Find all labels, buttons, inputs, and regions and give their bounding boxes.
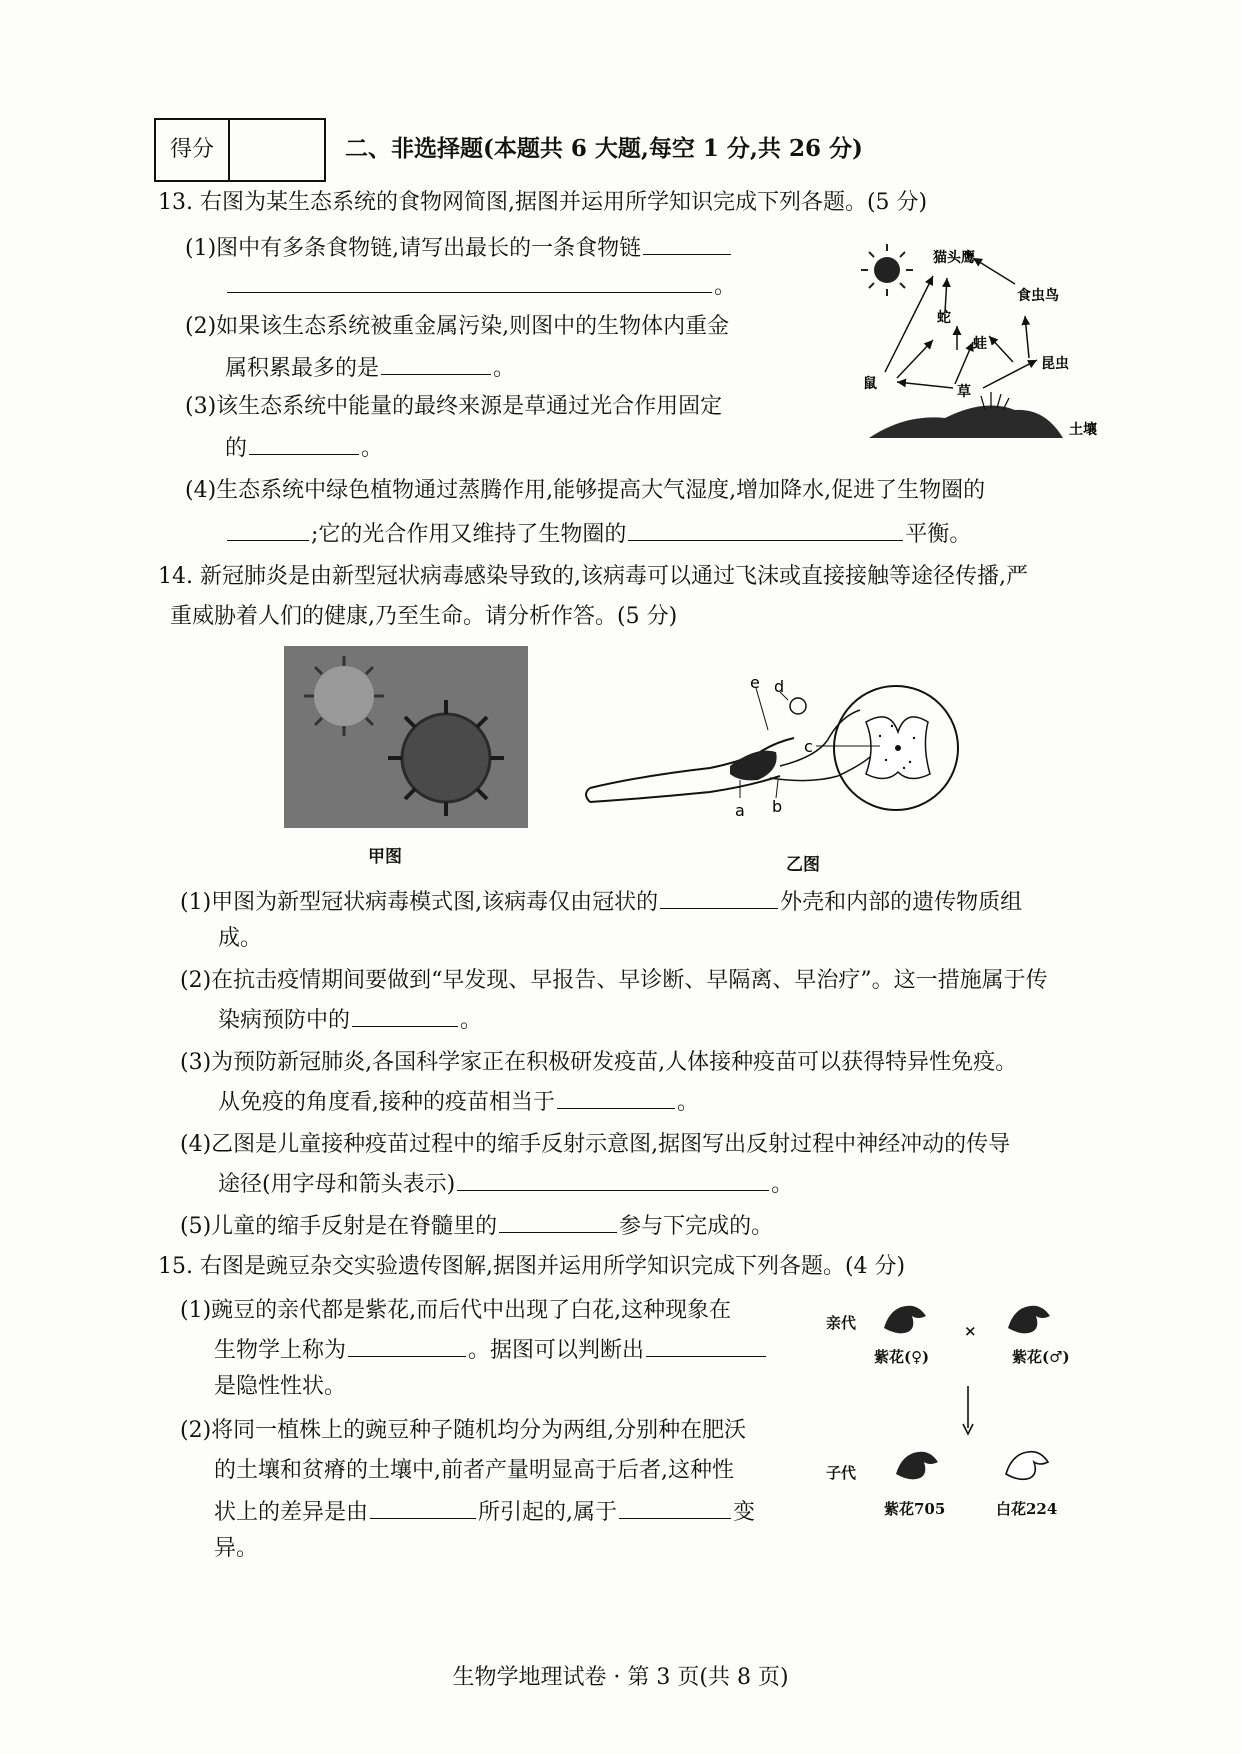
answer-blank[interactable] — [628, 518, 903, 541]
answer-blank[interactable] — [381, 352, 491, 375]
q13-part2b — [225, 352, 515, 384]
q14-part5-end: 参与下完成的。 — [619, 1214, 774, 1239]
answer-blank[interactable] — [457, 1168, 769, 1191]
score-label: 得分 — [156, 120, 230, 180]
owl-label: 猫头鹰 — [933, 250, 975, 266]
q13-part1 — [185, 232, 733, 264]
q14-part1a — [180, 886, 1022, 918]
q13-stem: 13. 右图为某生态系统的食物网简图,据图并运用所学知识完成下列各题。(5 分) — [158, 190, 928, 215]
cross-symbol: × — [964, 1322, 977, 1340]
q14-stem-b: 重威胁着人们的健康,乃至生命。请分析作答。(5 分) — [170, 604, 678, 629]
q14-part2a: (2)在抗击疫情期间要做到“早发现、早报告、早诊断、早隔离、早治疗”。这一措施属于传 — [180, 968, 1048, 993]
insect-label: 昆虫 — [1041, 356, 1069, 372]
q13-part3-end: 。 — [361, 436, 384, 461]
snake-label: 蛇 — [937, 310, 951, 326]
q14-part2b-text: 染病预防中的 — [218, 1008, 351, 1033]
virus-particle-icon — [388, 700, 504, 816]
page-footer: 生物学地理试卷 · 第 3 页(共 8 页) — [452, 1665, 789, 1690]
arm-outline — [586, 738, 794, 802]
fig-b-caption: 乙图 — [786, 855, 820, 875]
answer-blank[interactable] — [619, 1496, 731, 1519]
parent-male-label: 紫花(♂) — [1012, 1348, 1070, 1366]
answer-blank[interactable] — [227, 270, 712, 293]
purple-flower-icon — [878, 1298, 934, 1338]
q14-part3b-text: 从免疫的角度看,接种的疫苗相当于 — [218, 1090, 555, 1115]
grass-label: 草 — [957, 384, 971, 400]
q14-part4a: (4)乙图是儿童接种疫苗过程中的缩手反射示意图,据图写出反射过程中神经冲动的传导 — [180, 1132, 1011, 1157]
q15-part1b-text: 生物学上称为 — [214, 1338, 347, 1363]
q14-part5 — [180, 1210, 773, 1242]
parent-female-label: 紫花(♀) — [874, 1348, 930, 1366]
answer-blank[interactable] — [352, 1004, 458, 1027]
q15-part2c-end: 变 — [733, 1500, 756, 1525]
q15-part1b — [214, 1334, 768, 1366]
q14-part3b — [218, 1086, 699, 1118]
q14-stem-a: 14. 新冠肺炎是由新型冠状病毒感染导致的,该病毒可以通过飞沫或直接接触等途径传播,严 — [158, 564, 1028, 589]
answer-blank[interactable] — [646, 1334, 766, 1357]
q14-part1a-end: 外壳和内部的遗传物质组 — [780, 890, 1023, 915]
answer-blank[interactable] — [557, 1086, 675, 1109]
q13-part4a: (4)生态系统中绿色植物通过蒸腾作用,能够提高大气湿度,增加降水,促进了生物圈的 — [185, 478, 986, 503]
section-title: 二、非选择题(本题共 6 大题,每空 1 分,共 26 分) — [345, 135, 863, 162]
offspring-white-label: 白花224 — [996, 1500, 1058, 1518]
answer-blank[interactable] — [227, 518, 309, 541]
soil-label: 土壤 — [1069, 422, 1097, 438]
q15-part2d: 异。 — [214, 1536, 259, 1561]
down-arrow-icon — [962, 1386, 974, 1436]
purple-flower-icon — [890, 1444, 946, 1484]
q13-part1-end: 。 — [714, 274, 737, 299]
q14-part5-text: (5)儿童的缩手反射是在脊髓里的 — [180, 1214, 498, 1239]
parent-gen-label: 亲代 — [826, 1314, 857, 1332]
answer-blank[interactable] — [499, 1210, 617, 1233]
virus-particle-icon — [304, 656, 384, 736]
answer-blank[interactable] — [249, 432, 359, 455]
q14-part2b — [218, 1004, 482, 1036]
label-a: a — [735, 801, 745, 820]
q13-part2a: (2)如果该生态系统被重金属污染,则图中的生物体内重金 — [185, 314, 730, 339]
q13-part2b-text: 属积累最多的是 — [225, 356, 380, 381]
q15-part2c-mid: 所引起的,属于 — [478, 1500, 618, 1525]
q14-part4b-text: 途径(用字母和箭头表示) — [218, 1172, 456, 1197]
q15-part2c — [214, 1496, 755, 1528]
q15-part2c-text: 状上的差异是由 — [214, 1500, 369, 1525]
offspring-gen-label: 子代 — [826, 1464, 857, 1482]
q13-part4-end: 平衡。 — [905, 522, 972, 547]
frog-label: 蛙 — [973, 336, 987, 352]
score-box — [154, 118, 326, 182]
q14-part3a: (3)为预防新冠肺炎,各国科学家正在积极研发疫苗,人体接种疫苗可以获得特异性免疫。 — [180, 1050, 1018, 1075]
offspring-purple-label: 紫花705 — [884, 1500, 946, 1518]
q13-part1-text: (1)图中有多条食物链,请写出最长的一条食物链 — [185, 236, 642, 261]
q13-part3b-text: 的 — [225, 436, 248, 461]
q14-part1a-text: (1)甲图为新型冠状病毒模式图,该病毒仅由冠状的 — [180, 890, 659, 915]
answer-blank[interactable] — [370, 1496, 476, 1519]
label-e: e — [750, 676, 760, 692]
reflex-arc-diagram — [580, 676, 970, 846]
answer-blank[interactable] — [348, 1334, 466, 1357]
answer-blank[interactable] — [660, 886, 778, 909]
insect-bird-label: 食虫鸟 — [1017, 288, 1059, 304]
label-d: d — [774, 677, 785, 696]
q13-part3a: (3)该生态系统中能量的最终来源是草通过光合作用固定 — [185, 394, 723, 419]
food-web-diagram — [845, 238, 1115, 460]
q15-part1c: 是隐性性状。 — [214, 1374, 347, 1399]
sun-icon — [861, 244, 913, 296]
q13-part1-line2 — [225, 270, 736, 302]
virus-image — [284, 646, 528, 828]
q13-part2-end: 。 — [493, 356, 516, 381]
q14-part4b — [218, 1168, 793, 1200]
q15-part1a: (1)豌豆的亲代都是紫花,而后代中出现了白花,这种现象在 — [180, 1298, 732, 1323]
q14-part4-end: 。 — [771, 1172, 794, 1197]
q15-part1b-mid: 。据图可以判断出 — [468, 1338, 645, 1363]
white-flower-icon — [1000, 1444, 1056, 1484]
q14-part2-end: 。 — [460, 1008, 483, 1033]
label-c: c — [804, 737, 813, 756]
q13-part4b-text: ;它的光合作用又维持了生物圈的 — [311, 522, 627, 547]
q13-part3b — [225, 432, 383, 464]
q14-part1b: 成。 — [218, 926, 263, 951]
fig-a-caption: 甲图 — [368, 847, 402, 867]
q15-part2b: 的土壤和贫瘠的土壤中,前者产量明显高于后者,这种性 — [214, 1458, 734, 1483]
q15-stem: 15. 右图是豌豆杂交实验遗传图解,据图并运用所学知识完成下列各题。(4 分) — [158, 1254, 906, 1279]
q14-part3-end: 。 — [677, 1090, 700, 1115]
label-b: b — [772, 797, 783, 816]
q13-part4b — [225, 518, 971, 550]
mouse-label: 鼠 — [863, 376, 877, 392]
purple-flower-icon — [1002, 1298, 1058, 1338]
q15-part2a: (2)将同一植株上的豌豆种子随机均分为两组,分别种在肥沃 — [180, 1418, 747, 1443]
spinal-cord-section — [834, 686, 958, 810]
answer-blank[interactable] — [643, 232, 731, 255]
